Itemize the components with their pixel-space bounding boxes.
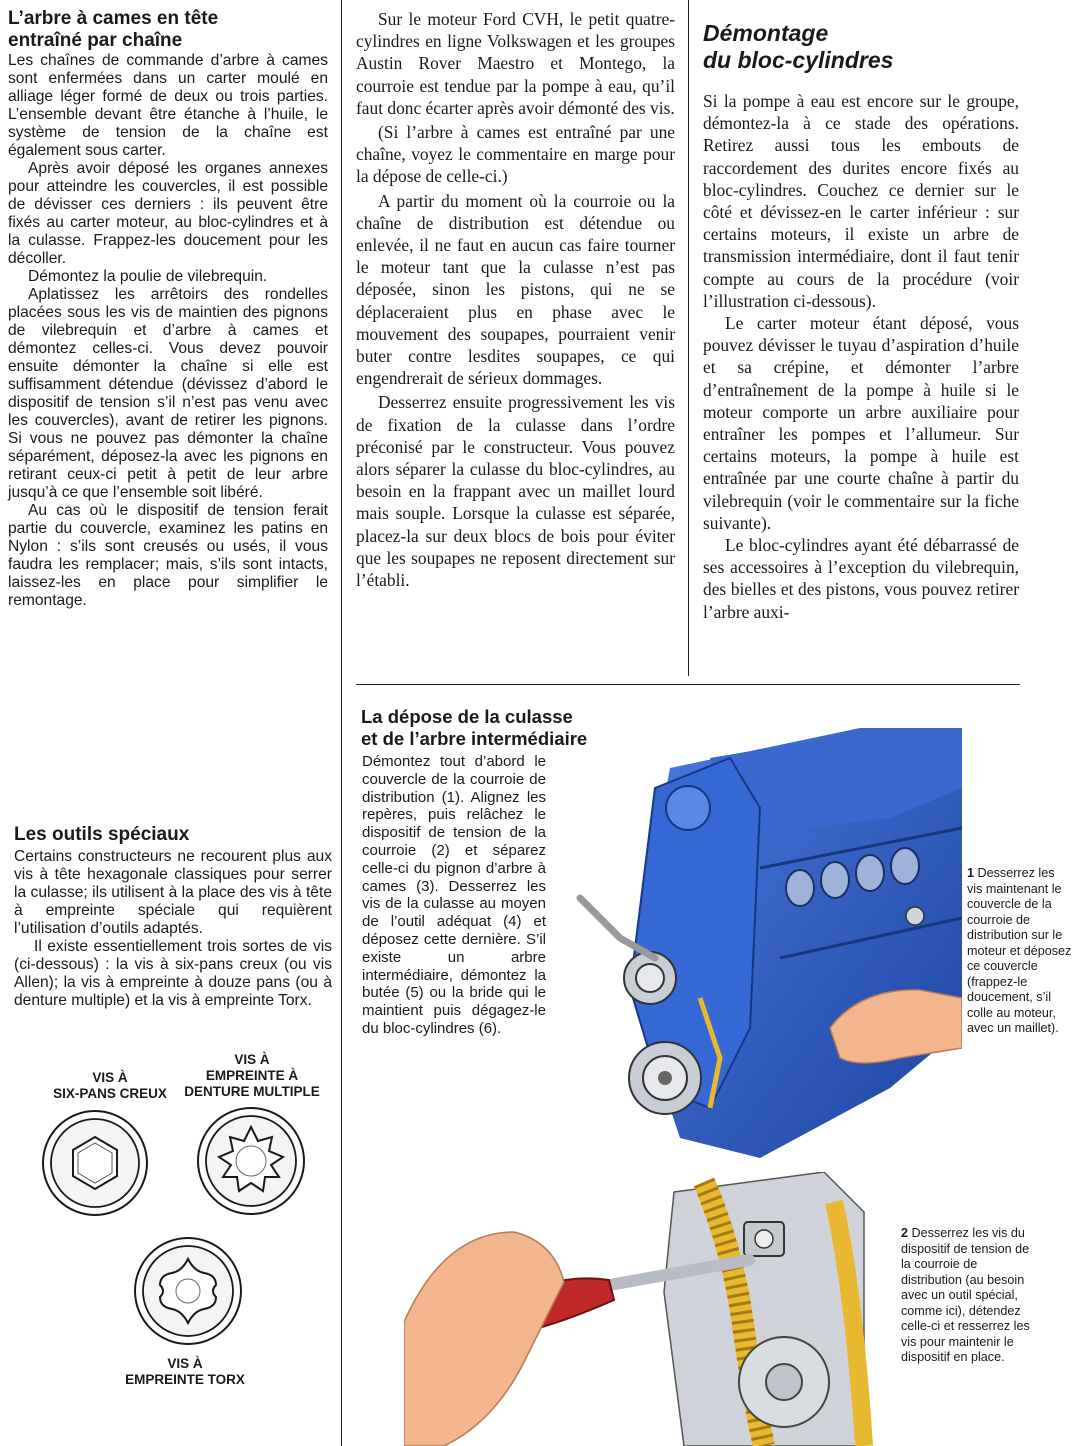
torx-socket-icon bbox=[132, 1235, 244, 1347]
caption-2: 2 Desserrez les vis du dispositif de tension de la courroie de distribution (au besoin avec un outil spécial, comme ici), détendez celle-ci et resserrez les vis pour maintenir le dispositif en place. bbox=[901, 1226, 1030, 1364]
crankshaft-pulley bbox=[629, 1042, 701, 1114]
label-torx-screw: VIS À EMPREINTE TORX bbox=[125, 1356, 245, 1387]
paragraph: Les chaînes de commande d’arbre à cames sont enfermées dans un carter moulé en alliage léger formé de deux ou trois parties. L’ensemble devant être étanche à l’huile, le système de tension de la chaîne est également sous carter. bbox=[8, 52, 328, 159]
right-column bbox=[703, 20, 1019, 623]
paragraph: (Si l’arbre à cames est entraîné par une chaîne, voyez le commentaire en marge pour la dépose de celle-ci.) bbox=[356, 122, 675, 187]
paragraph: Aplatissez les arrêtoirs des rondelles placées sous les vis de maintien des pignons de vilebrequin et d’arbre à cames et démontez celles-ci. Vous devez pouvoir ensuite démonter la chaîne si elle est suffisamment détendue (dévissez d’abord le dispositif de tension s’il n’est pas venu avec les couvercles), avant de retirer les pignons. Si vous ne pouvez pas démonter la chaîne séparément, déposez-la avec les pignons en retirant ceux-ci petit à petit de leur arbre jusqu’à ce que l’ensemble soit libéré. bbox=[8, 286, 328, 501]
section-title-block: Démontage du bloc-cylindres bbox=[703, 20, 894, 73]
caption-1: 1 Desserrez les vis maintenant le couvercle de la courroie de distribution sur le moteur et déposez ce couvercle (frappez-le doucement, s’il colle au moteur, avec un maillet). bbox=[967, 866, 1072, 1035]
section-divider bbox=[356, 684, 1020, 685]
hex-socket-icon bbox=[40, 1108, 150, 1218]
paragraph: Certains constructeurs ne recourent plus aux vis à tête hexagonale classiques pour serrer la culasse; ils utilisent à la place des vis à tête à empreinte spéciale qui requièrent l’utilisation d’outils adaptés. bbox=[14, 848, 332, 937]
water-pump-pulley bbox=[624, 952, 676, 1004]
tensioner-illustration bbox=[404, 1172, 894, 1446]
label-multi-screw: VIS À EMPREINTE À DENTURE MULTIPLE bbox=[184, 1052, 320, 1099]
paragraph: Si la pompe à eau est encore sur le groupe, démontez-la à ce stade des opérations. Retirez aussi tous les embouts de raccordement des durites encore fixés au bloc-cylindres. Couchez ce dernier sur le côté et dévissez-en le carter inférieur : sur certains moteurs, il existe un arbre de transmission intermédiaire, dont il faut tenir compte au cours de la procédure (voir l’illustration ci-dessous). bbox=[703, 91, 1019, 311]
section-title-tools: Les outils spéciaux bbox=[14, 824, 190, 845]
middle-column bbox=[356, 8, 675, 591]
paragraph: Desserrez ensuite progressivement les vis de fixation de la culasse dans l’ordre préconisé par le constructeur. Vous pouvez alors séparer la culasse du bloc-cylindres, au besoin en la frappant avec un maillet lourd mais souple. Lorsque la culasse est séparée, placez-la sur deux blocs de bois pour éviter que les soupapes ne reposent directement sur l’établi. bbox=[356, 392, 675, 591]
paragraph: Après avoir déposé les organes annexes pour atteindre les couvercles, il est possible de dévisser ces derniers : ils peuvent être fixés au carter moteur, au bloc-cylindres et à la culasse. Frappez-les doucement pour les décoller. bbox=[8, 160, 328, 267]
column-divider bbox=[341, 0, 342, 1446]
section-title-chain: L’arbre à cames en tête entraîné par chaîne bbox=[8, 8, 219, 51]
paragraph: Le carter moteur étant déposé, vous pouvez dévisser le tuyau d’aspiration d’huile et sa crépine, et démonter l’arbre d’entraînement de la pompe à huile si le moteur comporte un arbre auxiliaire pour entraîner les pompes et l’allumeur. Sur certains moteurs, la pompe à huile est entraînée par une courte chaîne à partir du vilebrequin (voir le commentaire sur la fiche suivante). bbox=[703, 313, 1019, 533]
multi-tooth-socket-icon bbox=[195, 1105, 307, 1217]
paragraph: Au cas où le dispositif de tension ferait partie du couvercle, examinez les patins en Nylon : s’ils sont creusés ou usés, il vous faudra les remplacer; mais, s’ils sont intacts, laissez-les en place pour simplifier le remontage. bbox=[8, 502, 328, 609]
paragraph: Le bloc-cylindres ayant été débarrassé de ses accessoires à l’exception du vilebrequin, des bielles et des pistons, vous pouvez retirer l’arbre auxi- bbox=[703, 535, 1019, 622]
column-divider bbox=[688, 0, 689, 676]
paragraph: Démontez la poulie de vilebrequin. bbox=[28, 268, 268, 285]
tools-section bbox=[14, 824, 332, 1010]
depose-text: Démontez tout d’abord le couvercle de la courroie de distribution (1). Alignez les repères, puis relâchez le dispositif de tension de la courroie (2) et séparez celle-ci du pignon d’arbre à cames (3). Desserrez les vis de la culasse au moyen de l’outil adéquat (4) et déposez cette dernière. S’il existe un arbre intermédiaire, démontez la butée (5) ou la bride qui le maintient puis dégagez-le du bloc-cylindres (6). bbox=[362, 753, 546, 1037]
bolt-icon bbox=[744, 1222, 784, 1256]
left-column bbox=[8, 8, 328, 610]
engine-illustration bbox=[560, 728, 962, 1160]
depose-title: La dépose de la culasse et de l’arbre intermédiaire bbox=[361, 706, 588, 749]
paragraph: A partir du moment où la courroie ou la chaîne de distribution est détendue ou enlevée, il ne faut en aucun cas faire tourner le moteur tant que la culasse n’est pas déposée, sinon les pistons, qui ne se déplaceraient plus en phase avec le mouvement des soupapes, pourraient venir buter contre lesdites soupapes, ce qui engendrerait de sérieux dommages. bbox=[356, 190, 675, 389]
paragraph: Il existe essentiellement trois sortes de vis (ci-dessous) : la vis à six-pans creux (ou vis Allen); la vis à empreinte à douze pans (ou à denture multiple) et la vis à empreinte Torx. bbox=[14, 938, 332, 1009]
label-hex-screw: VIS À SIX-PANS CREUX bbox=[53, 1070, 167, 1101]
paragraph: Sur le moteur Ford CVH, le petit quatre-cylindres en ligne Volkswagen et les groupes Austin Rover Maestro et Montego, la courroie est tendue par la pompe à eau, qu’il faut donc écarter après avoir démonté des vis. bbox=[356, 9, 675, 118]
